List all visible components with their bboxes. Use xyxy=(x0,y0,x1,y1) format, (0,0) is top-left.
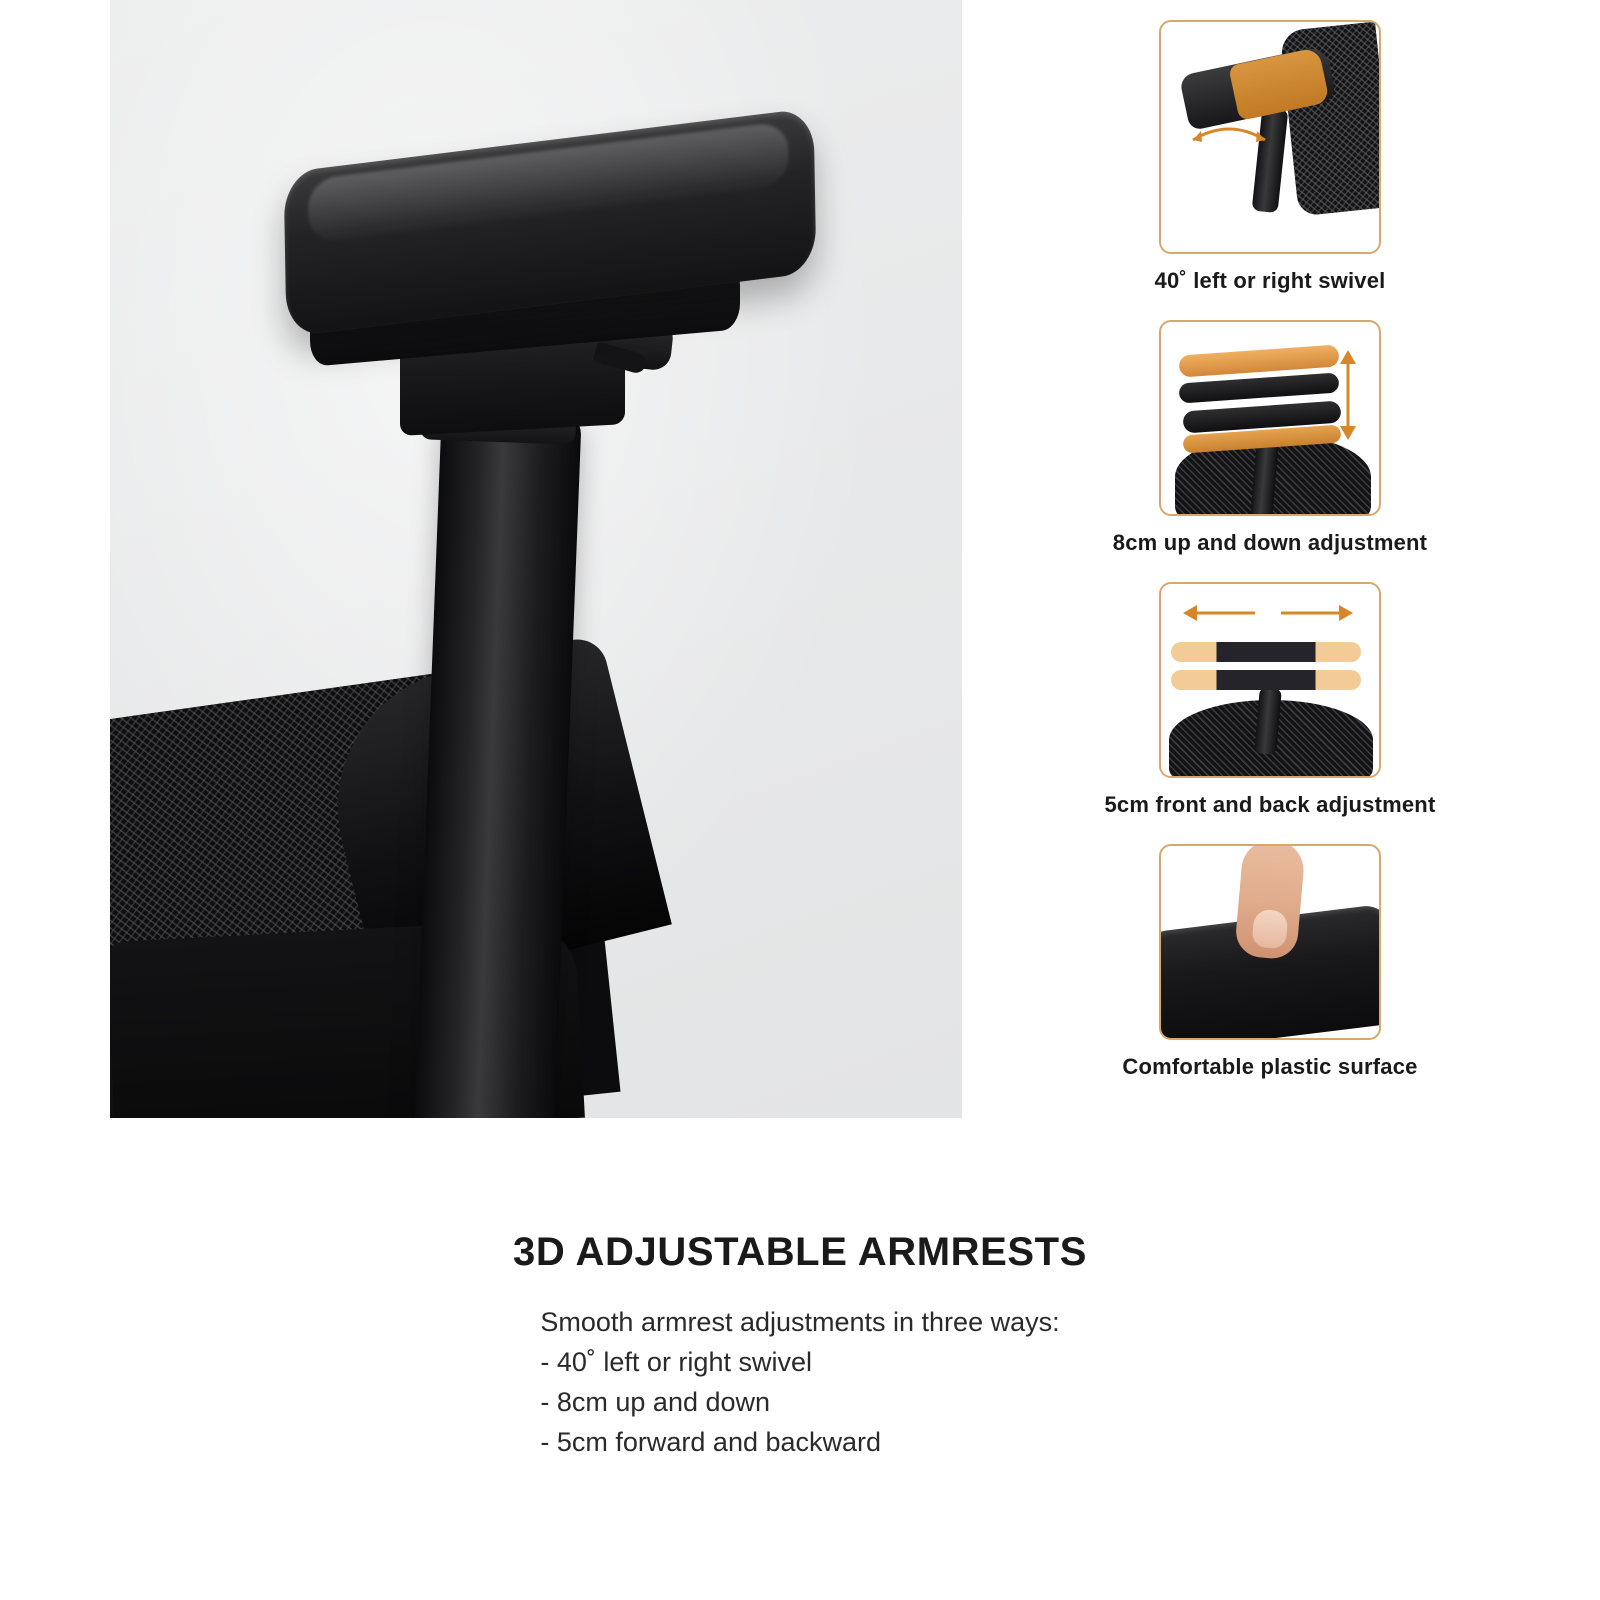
feature-surface xyxy=(1000,844,1540,1080)
bottom-copy xyxy=(0,1230,1600,1463)
armrest-height-icon xyxy=(1159,320,1381,516)
page-title: 3D ADJUSTABLE ARMRESTS xyxy=(513,1230,1087,1274)
thumb-pad-lower xyxy=(1171,670,1361,690)
feature-caption: Comfortable plastic surface xyxy=(1122,1054,1418,1079)
armrest-swivel-icon xyxy=(1159,20,1381,254)
thumb-fingertip xyxy=(1251,909,1288,950)
description-intro: Smooth armrest adjustments in three ways: xyxy=(540,1307,1060,1337)
armrest-depth-icon xyxy=(1159,582,1381,778)
thumb-pad-black-upper xyxy=(1178,372,1339,403)
armrest-hero-photo xyxy=(110,0,962,1118)
feature-depth xyxy=(1000,582,1540,818)
bullet-swivel: - 40˚ left or right swivel xyxy=(540,1346,812,1377)
feature-swivel xyxy=(1000,20,1540,294)
thumb-pad-orange-upper xyxy=(1178,344,1339,377)
finger-on-armrest-icon xyxy=(1159,844,1381,1040)
thumb-pad-upper xyxy=(1171,642,1361,662)
feature-height xyxy=(1000,320,1540,556)
front-back-arrow-icon xyxy=(1181,600,1355,626)
bullet-depth: - 5cm forward and backward xyxy=(540,1426,882,1457)
description-block xyxy=(540,1303,1059,1463)
up-down-arrow-icon xyxy=(1335,348,1361,442)
feature-caption: 8cm up and down adjustment xyxy=(1112,530,1428,555)
feature-caption: 5cm front and back adjustment xyxy=(1104,792,1436,817)
armrest-post xyxy=(414,408,582,1118)
feature-caption: 40˚ left or right swivel xyxy=(1154,268,1386,293)
bullet-height: - 8cm up and down xyxy=(540,1386,771,1417)
swivel-arrow-icon xyxy=(1187,118,1271,148)
feature-list xyxy=(1000,20,1540,1106)
